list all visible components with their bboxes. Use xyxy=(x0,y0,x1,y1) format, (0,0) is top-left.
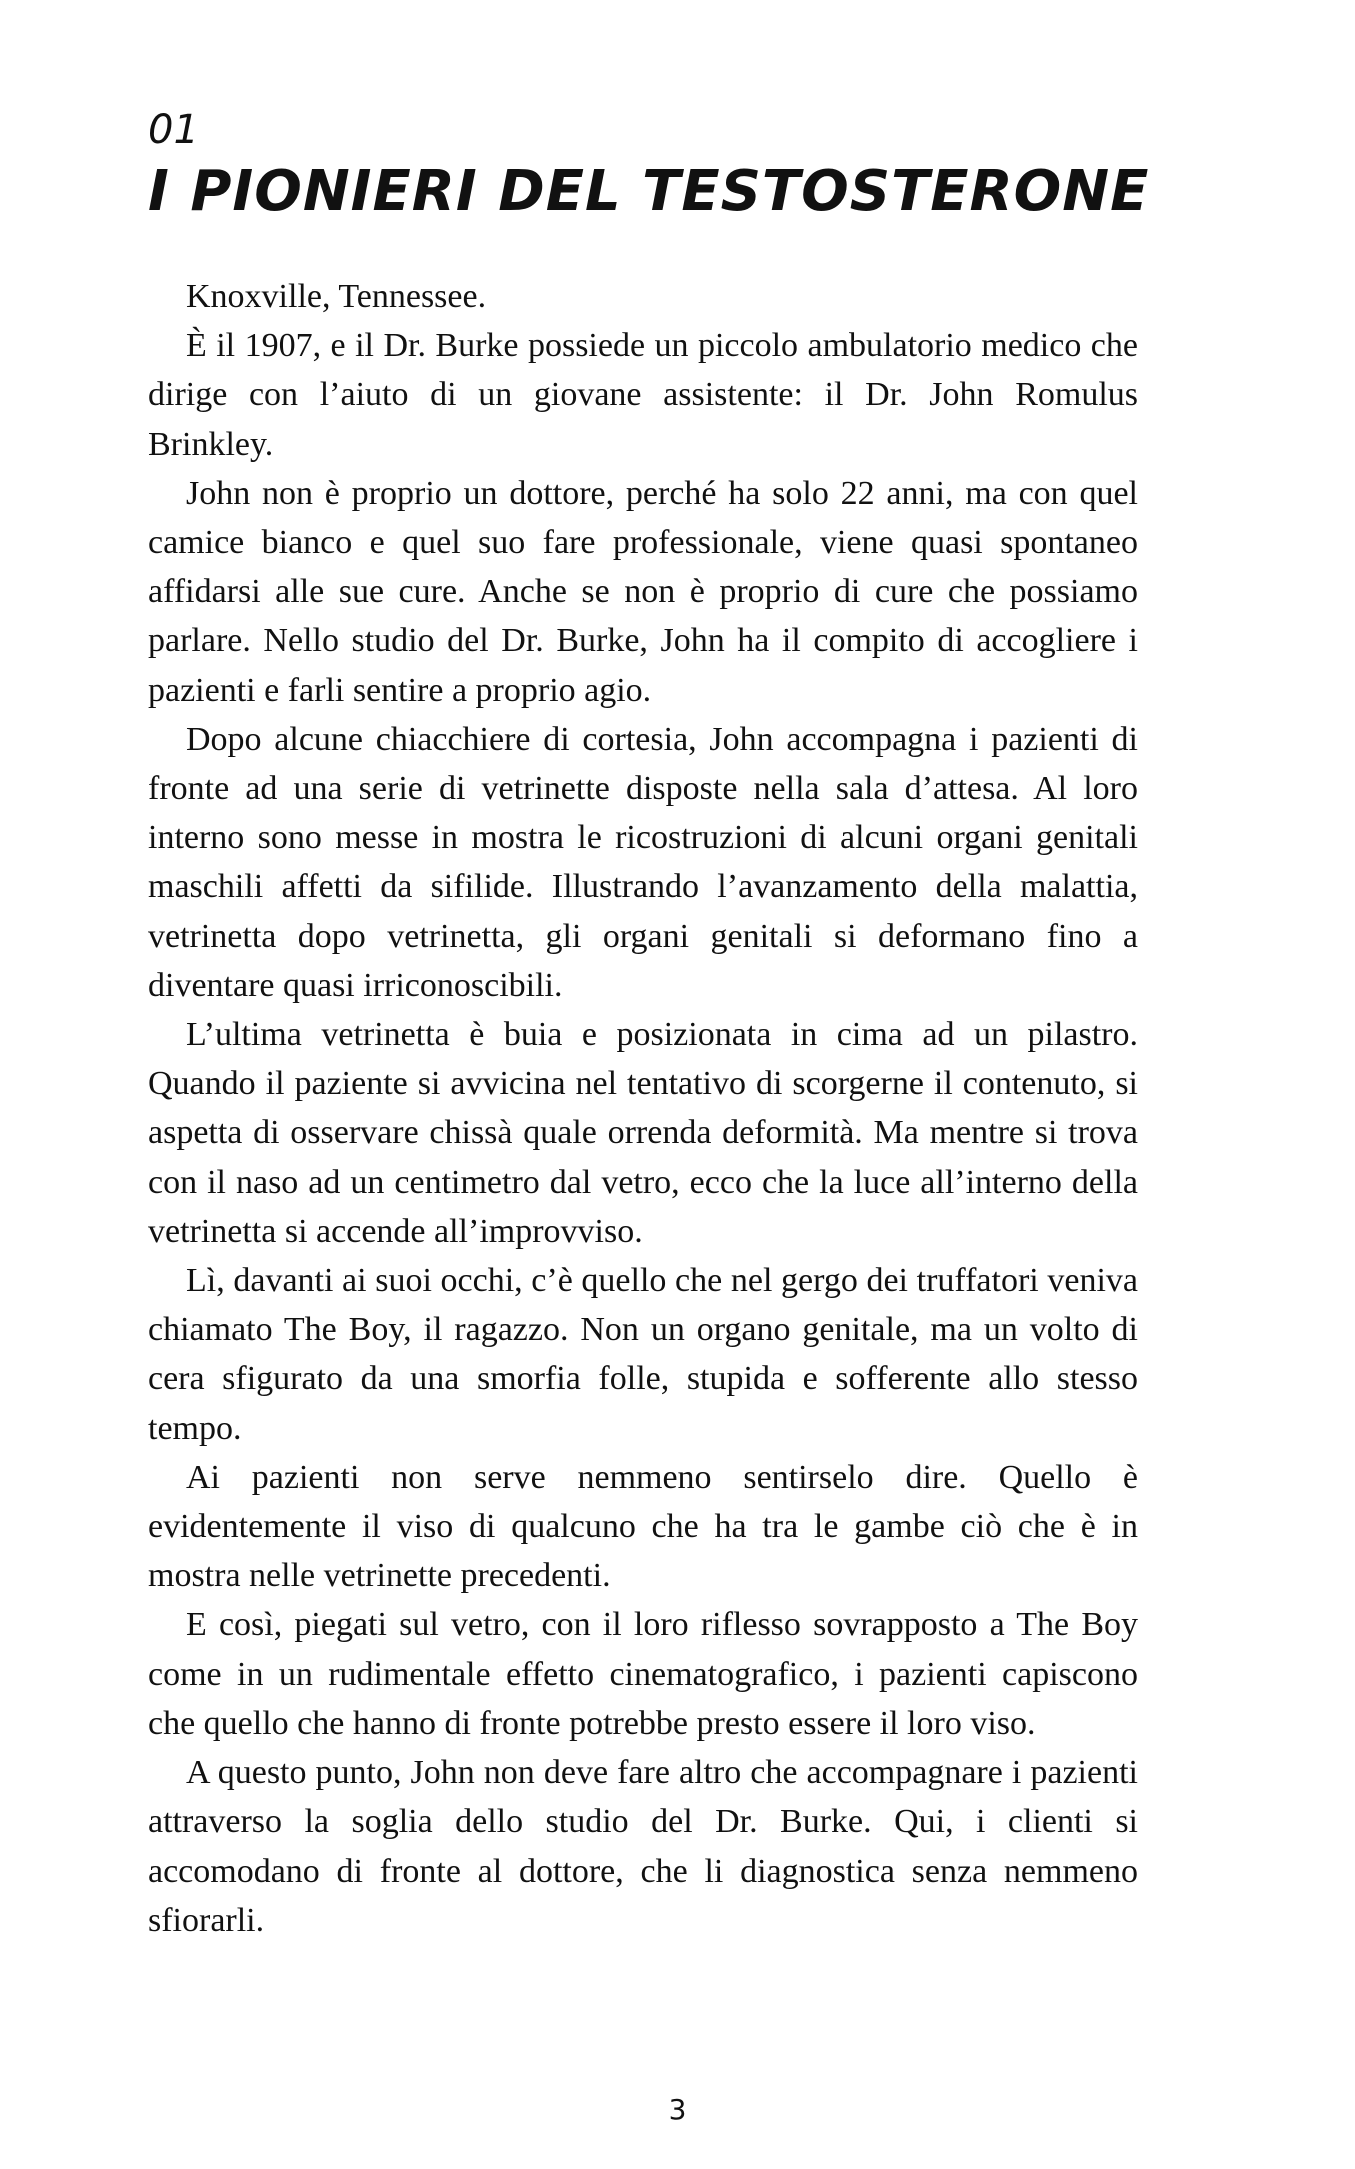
chapter-body xyxy=(148,272,1138,1945)
book-page xyxy=(148,107,1150,1945)
paragraph: A questo punto, John non deve fare altro che accompagnare i pazienti attraverso la soglia dello studio del Dr. Burke. Qui, i clienti si accomodano di fronte al dottore, che li diagnostica senza nemmeno sfiorarli. xyxy=(148,1754,1138,1939)
paragraph: E così, piegati sul vetro, con il loro riflesso sovrapposto a The Boy come in un rudimentale effetto cinematografico, i pazienti capiscono che quello che hanno di fronte potrebbe presto essere il loro viso. xyxy=(148,1606,1138,1742)
chapter-number: 01 xyxy=(148,107,199,153)
page-number: 3 xyxy=(668,2093,687,2126)
paragraph: L’ultima vetrinetta è buia e posizionata in cima ad un pilastro. Quando il paziente si avvicina nel tentativo di scorgerne il contenuto, si aspetta di osservare chissà quale orrenda deformità. Ma mentre si trova con il naso ad un centimetro dal vetro, ecco che la luce all’interno della vetrinetta si accende all’improvviso. xyxy=(148,1016,1138,1250)
paragraph: Lì, davanti ai suoi occhi, c’è quello che nel gergo dei truffatori veniva chiamato The Boy, il ragazzo. Non un organo genitale, ma un volto di cera sfigurato da una smorfia folle, stupida e sofferente allo stesso tempo. xyxy=(148,1262,1138,1447)
paragraph: Knoxville, Tennessee. xyxy=(186,278,487,315)
chapter-title: I PIONIERI DEL TESTOSTERONE xyxy=(148,159,1150,224)
paragraph: Ai pazienti non serve nemmeno sentirselo dire. Quello è evidentemente il viso di qualcuno che ha tra le gambe ciò che è in mostra nelle vetrinette precedenti. xyxy=(148,1458,1138,1595)
paragraph: Dopo alcune chiacchiere di cortesia, John accompagna i pazienti di fronte ad una serie di vetrinette disposte nella sala d’attesa. Al loro interno sono messe in mostra le ricostruzioni di alcuni organi genitali maschili affetti da sifilide. Illustrando l’avanzamento della malattia, vetrinetta dopo vetrinetta, gli organi genitali si deformano fino a diventare quasi irriconoscibili. xyxy=(148,720,1138,1004)
paragraph: È il 1907, e il Dr. Burke possiede un piccolo ambulatorio medico che dirige con l’aiuto di un giovane assistente: il Dr. John Romulus Brinkley. xyxy=(148,327,1138,463)
paragraph: John non è proprio un dottore, perché ha solo 22 anni, ma con quel camice bianco e quel suo fare professionale, viene quasi spontaneo affidarsi alle sue cure. Anche se non è proprio di cure che possiamo parlare. Nello studio del Dr. Burke, John ha il compito di accogliere i pazienti e farli sentire a proprio agio. xyxy=(148,474,1138,709)
